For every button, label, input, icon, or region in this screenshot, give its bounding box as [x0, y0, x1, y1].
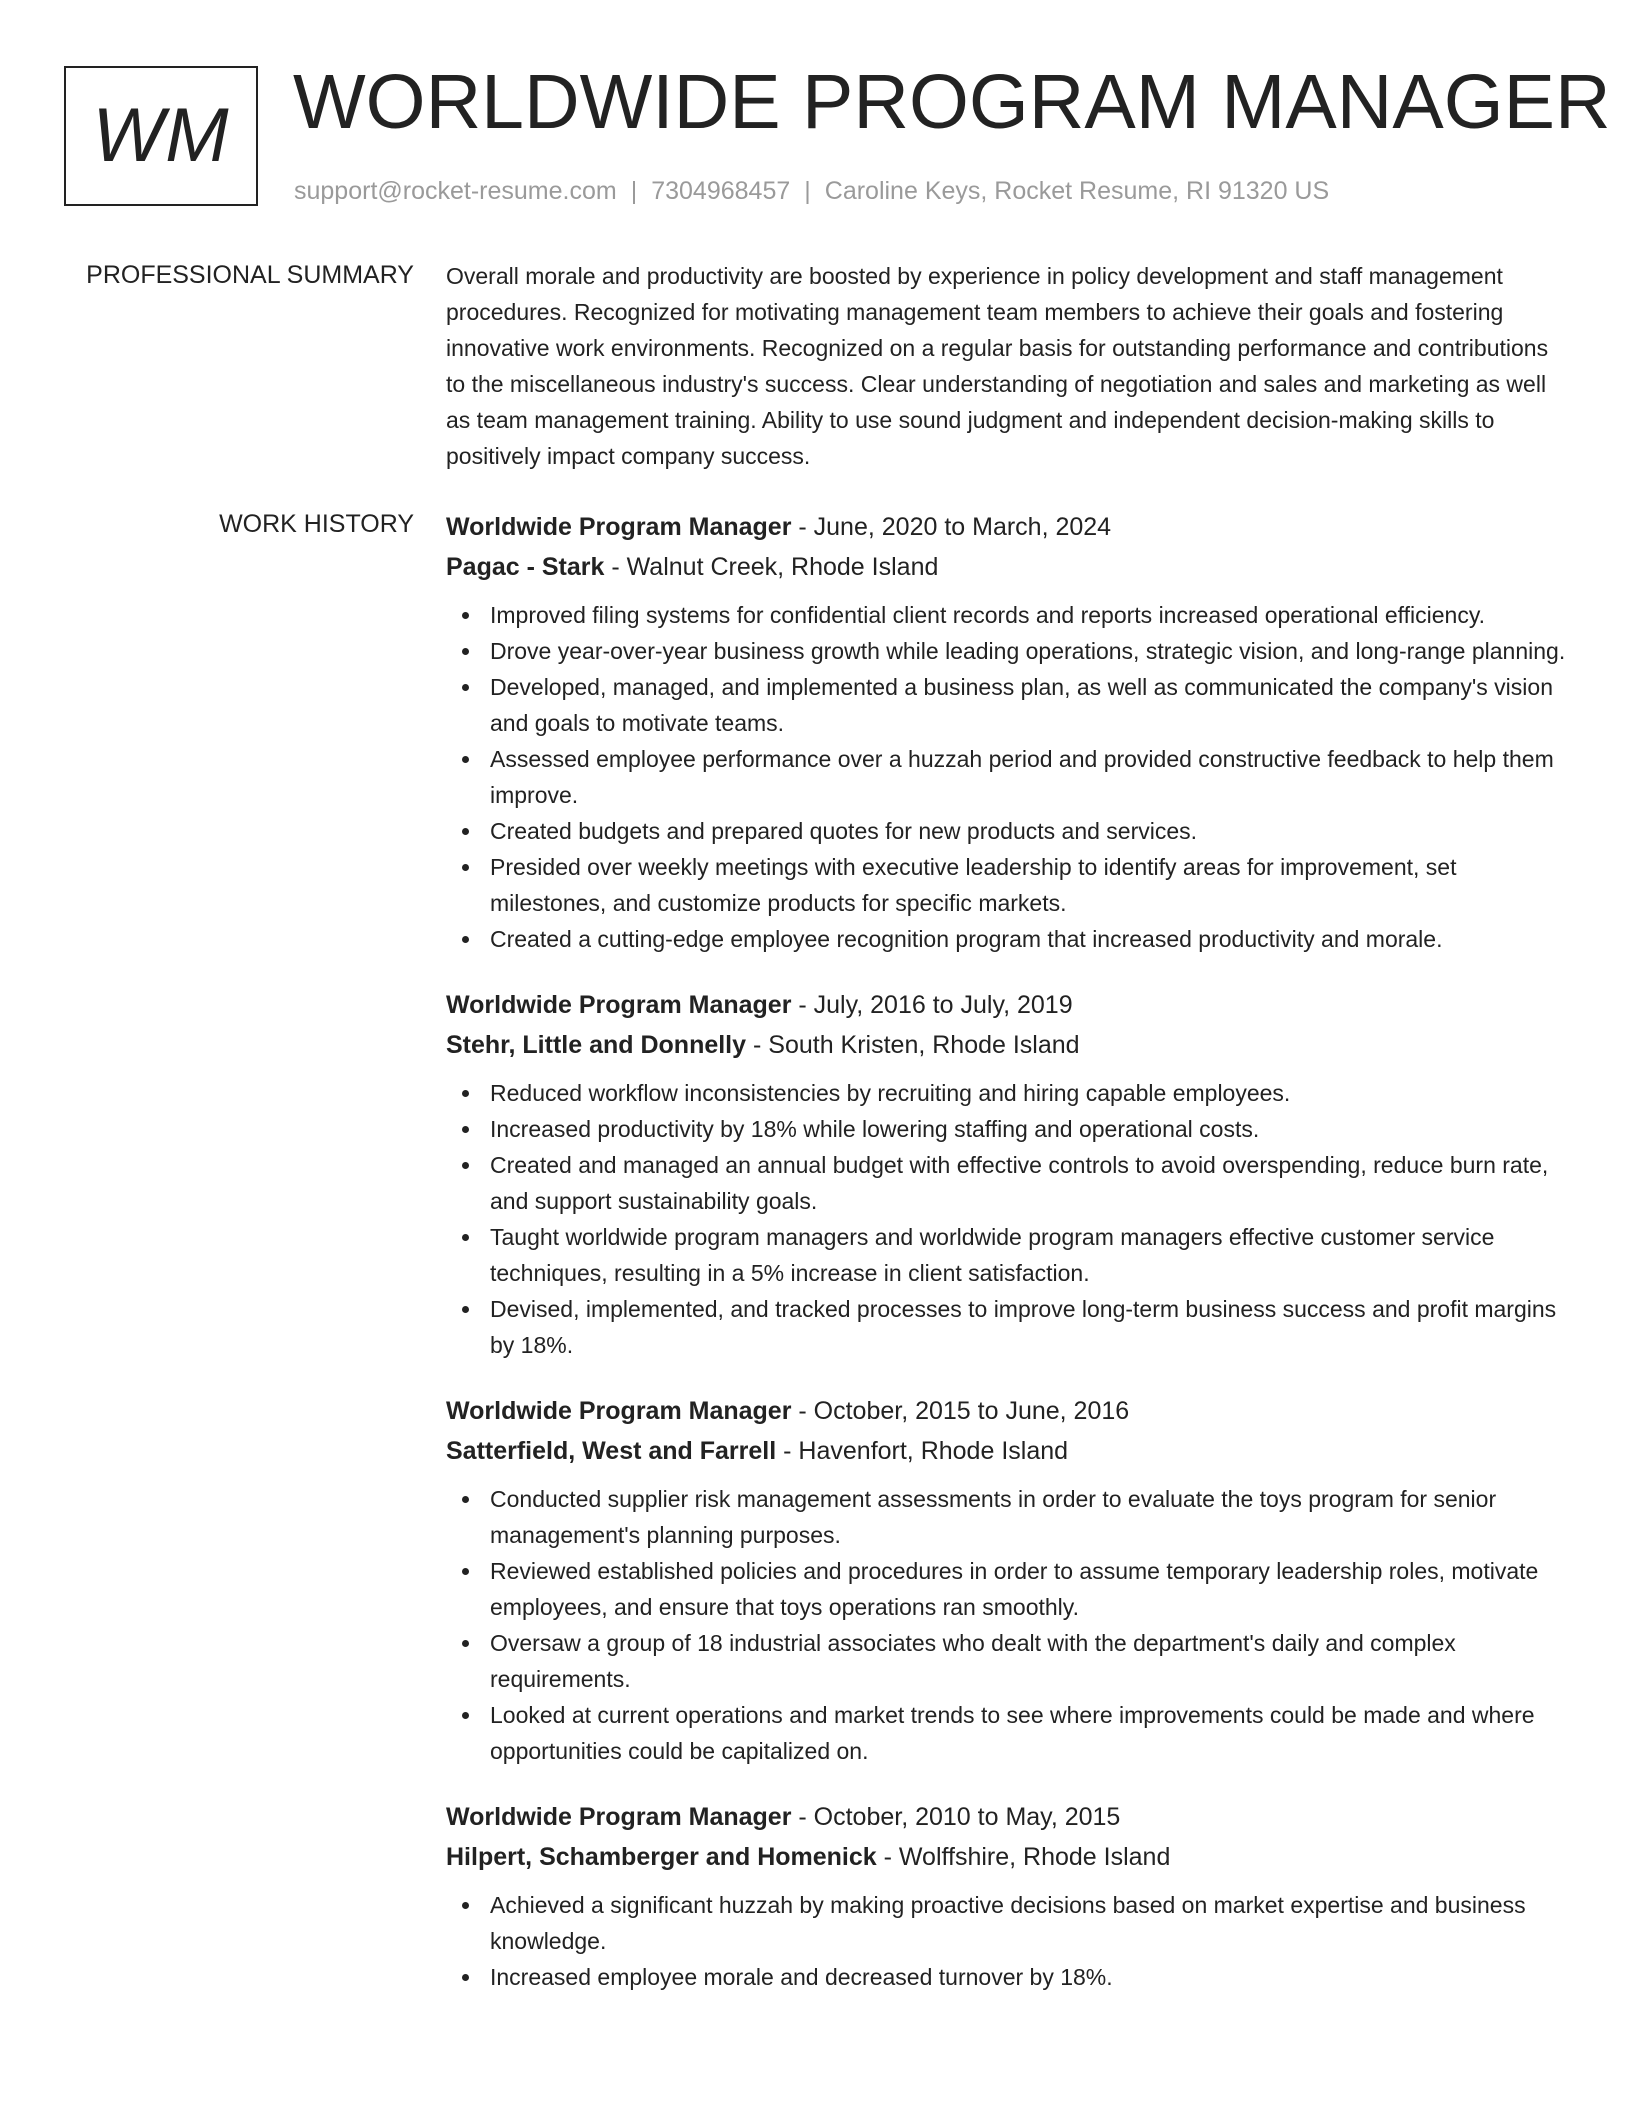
duty-item: Increased employee morale and decreased turnover by 18%.: [446, 1959, 1566, 1995]
contact-separator: |: [804, 177, 811, 205]
contact-email[interactable]: support@rocket-resume.com: [294, 177, 617, 205]
job-company: Pagac - Stark: [446, 553, 605, 581]
job-title-line: Worldwide Program Manager - June, 2020 to March, 2024: [446, 513, 1112, 541]
job-location: Walnut Creek, Rhode Island: [626, 553, 939, 581]
contact-address: Caroline Keys, Rocket Resume, RI 91320 US: [824, 177, 1330, 205]
job-company: Stehr, Little and Donnelly: [446, 1031, 747, 1059]
job-entry: [446, 1797, 1566, 1995]
contact-phone[interactable]: 7304968457: [651, 177, 791, 205]
contact-line: [294, 174, 1329, 208]
job-title-line: Worldwide Program Manager - October, 2010 to May, 2015: [446, 1803, 1121, 1831]
duty-item: Assessed employee performance over a huzzah period and provided constructive feedback to help them improve.: [446, 741, 1566, 813]
job-location: Wolffshire, Rhode Island: [898, 1843, 1171, 1871]
duties-list: [446, 597, 1566, 957]
duty-item: Presided over weekly meetings with executive leadership to identify areas for improvement, set milestones, and customize products for specific markets.: [446, 849, 1566, 921]
duties-list: [446, 1887, 1566, 1995]
duties-list: [446, 1075, 1566, 1363]
duty-item: Increased productivity by 18% while lowering staffing and operational costs.: [446, 1111, 1566, 1147]
duty-item: Developed, managed, and implemented a business plan, as well as communicated the company's vision and goals to motivate teams.: [446, 669, 1566, 741]
summary-text: Overall morale and productivity are boosted by experience in policy development and staff management procedures. Recognized for motivating management team members to achieve their goals and fostering innovative work environments. Recognized on a regular basis for outstanding performance and contributions to the miscellaneous industry's success. Clear understanding of negotiation and sales and marketing as well as team management training. Ability to use sound judgment and independent decision-making skills to positively impact company success.: [446, 263, 1549, 469]
duties-list: [446, 1481, 1566, 1769]
job-title-line: Worldwide Program Manager - October, 2015 to June, 2016: [446, 1397, 1130, 1425]
duty-item: Created and managed an annual budget with effective controls to avoid overspending, reduce burn rate, and support sustainability goals.: [446, 1147, 1566, 1219]
contact-separator: |: [630, 177, 638, 205]
job-company-line: Satterfield, West and Farrell - Havenfort, Rhode Island: [446, 1437, 1069, 1465]
job-title: Worldwide Program Manager: [446, 991, 792, 1019]
job-entry: [446, 1391, 1566, 1769]
duty-item: Drove year-over-year business growth while leading operations, strategic vision, and long-range planning.: [446, 633, 1566, 669]
job-entry: [446, 507, 1566, 957]
work-history-body: [446, 507, 1566, 2023]
duty-item: Devised, implemented, and tracked processes to improve long-term business success and profit margins by 18%.: [446, 1291, 1566, 1363]
job-dates: October, 2015 to June, 2016: [813, 1397, 1130, 1425]
duty-item: Reviewed established policies and procedures in order to assume temporary leadership roles, motivate employees, and ensure that toys operations ran smoothly.: [446, 1553, 1566, 1625]
duty-item: Taught worldwide program managers and worldwide program managers effective customer service techniques, resulting in a 5% increase in client satisfaction.: [446, 1219, 1566, 1291]
summary-heading: PROFESSIONAL SUMMARY: [86, 261, 414, 289]
job-title-line: Worldwide Program Manager - July, 2016 to July, 2019: [446, 991, 1073, 1019]
job-company-line: Stehr, Little and Donnelly - South Kristen, Rhode Island: [446, 1031, 1080, 1059]
duty-item: Oversaw a group of 18 industrial associates who dealt with the department's daily and complex requirements.: [446, 1625, 1566, 1697]
job-company: Hilpert, Schamberger and Homenick: [446, 1843, 877, 1871]
job-title: Worldwide Program Manager: [446, 1803, 792, 1831]
job-dates: October, 2010 to May, 2015: [813, 1803, 1121, 1831]
monogram-initials: WM: [92, 93, 230, 178]
monogram-box: [64, 66, 258, 206]
duty-item: Created budgets and prepared quotes for new products and services.: [446, 813, 1566, 849]
job-company: Satterfield, West and Farrell: [446, 1437, 777, 1465]
duty-item: Conducted supplier risk management assessments in order to evaluate the toys program for senior management's planning purposes.: [446, 1481, 1566, 1553]
resume-title: WORLDWIDE PROGRAM MANAGER: [293, 59, 1611, 145]
duty-item: Created a cutting-edge employee recognition program that increased productivity and morale.: [446, 921, 1566, 957]
duty-item: Improved filing systems for confidential client records and reports increased operational efficiency.: [446, 597, 1566, 633]
job-location: South Kristen, Rhode Island: [768, 1031, 1080, 1059]
job-location: Havenfort, Rhode Island: [798, 1437, 1069, 1465]
job-dates: July, 2016 to July, 2019: [813, 991, 1073, 1019]
summary-body: [446, 258, 1566, 474]
job-title: Worldwide Program Manager: [446, 513, 792, 541]
work-history-heading: WORK HISTORY: [219, 510, 414, 538]
duty-item: Achieved a significant huzzah by making proactive decisions based on market expertise and business knowledge.: [446, 1887, 1566, 1959]
duty-item: Looked at current operations and market trends to see where improvements could be made and where opportunities could be capitalized on.: [446, 1697, 1566, 1769]
job-entry: [446, 985, 1566, 1363]
job-title: Worldwide Program Manager: [446, 1397, 792, 1425]
job-dates: June, 2020 to March, 2024: [813, 513, 1112, 541]
duty-item: Reduced workflow inconsistencies by recruiting and hiring capable employees.: [446, 1075, 1566, 1111]
job-company-line: Pagac - Stark - Walnut Creek, Rhode Island: [446, 553, 939, 581]
job-company-line: Hilpert, Schamberger and Homenick - Wolffshire, Rhode Island: [446, 1843, 1171, 1871]
